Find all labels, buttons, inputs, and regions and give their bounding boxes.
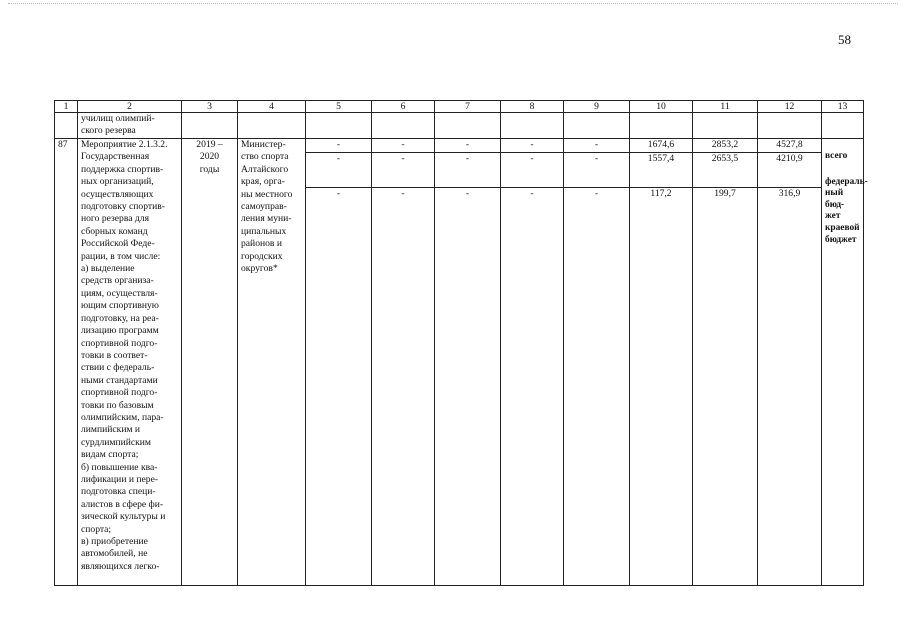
col6-federal: - — [372, 153, 434, 188]
page-number: 58 — [838, 32, 851, 47]
budget-source-cell — [822, 139, 868, 586]
period-cell: 2019 – 2020 годы — [182, 139, 238, 586]
col7-total: - — [435, 139, 500, 153]
cont-cell-1 — [55, 113, 78, 139]
col11-total: 2853,2 — [693, 139, 757, 153]
col10-total: 1674,6 — [630, 139, 692, 153]
scan-edge-line — [8, 3, 898, 4]
header-col-3: 3 — [182, 101, 238, 113]
col7-regional: - — [465, 188, 470, 199]
cont-cell-8 — [501, 113, 564, 139]
col11-federal: 2653,5 — [693, 153, 757, 188]
cont-cell-3 — [182, 113, 238, 139]
cont-cell-10 — [630, 113, 693, 139]
col9-regional: - — [594, 188, 599, 199]
cont-description: училищ олимпий- ского резерва — [78, 113, 182, 139]
cont-cell-11 — [693, 113, 758, 139]
header-col-12: 12 — [758, 101, 822, 113]
col9-total: - — [564, 139, 629, 153]
col6-total: - — [372, 139, 434, 153]
col5-total: - — [306, 139, 371, 153]
col8-total: - — [501, 139, 563, 153]
header-col-11: 11 — [693, 101, 758, 113]
col-12-cell — [758, 139, 822, 586]
col-9-cell — [564, 139, 630, 586]
col6-regional: - — [401, 188, 405, 199]
header-col-10: 10 — [630, 101, 693, 113]
continuation-row — [55, 113, 864, 139]
header-col-7: 7 — [435, 101, 501, 113]
col-8-cell — [501, 139, 564, 586]
cont-cell-6 — [372, 113, 435, 139]
col8-federal: - — [501, 153, 563, 188]
table-row-87 — [55, 139, 864, 586]
source-total: всего — [825, 151, 848, 162]
header-col-6: 6 — [372, 101, 435, 113]
col-6-cell — [372, 139, 435, 586]
col12-federal: 4210,9 — [758, 153, 821, 188]
program-table — [54, 100, 868, 586]
col5-regional: - — [336, 188, 341, 199]
header-col-1: 1 — [55, 101, 78, 113]
col11-regional: 199,7 — [714, 188, 736, 199]
col12-total: 4527,8 — [758, 139, 821, 153]
measure-description: Мероприятие 2.1.3.2. Государственная поддержка спортив- ных организаций, осуществляющих подготовку спортив- ного резерва для сборных команд Российской Феде- рации, в том числе: а) выделение средств организа- циям, осуществля- ющим спортивную подготовку, на реа- лизацию программ спортивной подго- товки в соответ- ствии с федераль- ными стандартами спортивной подго- товки по базовым олимпийским, пара- лимпийским и сурдлимпийским видам спорта; б) повышение ква- лификации и пере- подготовка специ- алистов в сфере фи- зической культуры и спорта; в) приобретение автомобилей, не являющихся легко- — [78, 139, 182, 586]
header-col-9: 9 — [564, 101, 630, 113]
col-11-cell — [693, 139, 758, 586]
header-col-8: 8 — [501, 101, 564, 113]
header-row — [55, 101, 864, 113]
header-col-2: 2 — [78, 101, 182, 113]
cont-cell-7 — [435, 113, 501, 139]
cont-cell-13 — [822, 113, 864, 139]
header-col-4: 4 — [238, 101, 306, 113]
executor-cell: Министер- ство спорта Алтайского края, орга- ны местного самоуправ- ления муни- ципальных районов и городских округов* — [238, 139, 306, 586]
col10-regional: 117,2 — [650, 188, 672, 199]
col5-federal: - — [306, 153, 371, 188]
col8-regional: - — [530, 188, 534, 199]
cont-cell-12 — [758, 113, 822, 139]
col12-regional: 316,9 — [778, 188, 801, 199]
col-7-cell — [435, 139, 501, 586]
col7-federal: - — [435, 153, 500, 188]
col9-federal: - — [564, 153, 629, 188]
header-col-13: 13 — [822, 101, 864, 113]
source-federal: федераль- ный бюд- жет — [825, 176, 868, 222]
col10-federal: 1557,4 — [630, 153, 692, 188]
source-regional: краевой бюджет — [825, 223, 860, 245]
cont-cell-5 — [306, 113, 372, 139]
col-10-cell — [630, 139, 693, 586]
cont-cell-4 — [238, 113, 306, 139]
col-5-cell — [306, 139, 372, 586]
cont-cell-9 — [564, 113, 630, 139]
header-col-5: 5 — [306, 101, 372, 113]
row-number: 87 — [55, 139, 78, 586]
